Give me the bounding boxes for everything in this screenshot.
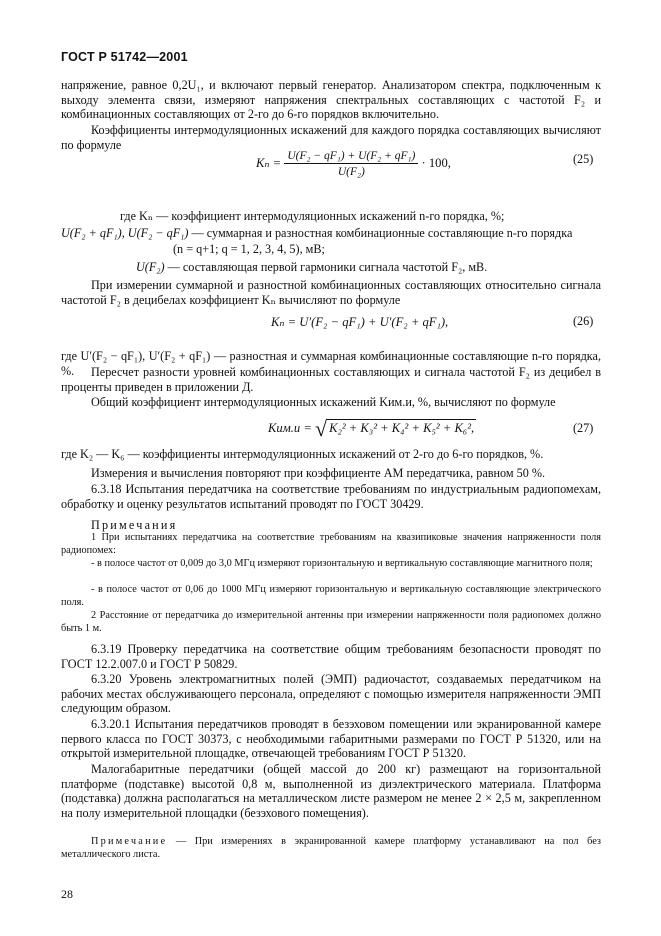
paragraph-formula25-intro: Коэффициенты интермодуляционных искажений для каждого порядка составляющих вычисляют по формуле <box>61 123 601 152</box>
paragraph-recalculation: Пересчет разности уровней комбинационных составляющих и сигнала частотой F₂ из децибел в проценты приведен в приложении Д. <box>61 365 601 394</box>
final-note-label: Примечание <box>91 836 168 847</box>
where-k-n: где Kₙ — коэффициент интермодуляционных искажений n-го порядка, %; <box>120 209 505 223</box>
final-note-text: — При измерениях в экранированной камере платформу устанавливают на пол без металлического листа. <box>61 836 601 860</box>
paragraph-formula26-intro: При измерении суммарной и разностной комбинационных составляющих относительно сигнала частотой F₂ в децибелах коэффициент Kₙ вычисляют по формуле <box>61 278 601 307</box>
note-1a: - в полосе частот от 0,009 до 3,0 МГц измеряют горизонтальную и вертикальную составляющие магнитного поля; <box>91 558 593 569</box>
symbol-u-f2: U(F₂) <box>136 260 165 274</box>
page-number: 28 <box>61 887 73 901</box>
sqrt-sign: √ <box>314 416 328 441</box>
paragraph-am-repeat: Измерения и вычисления повторяют при коэффициенте АМ передатчика, равном 50 %. <box>91 466 546 480</box>
formula-25-numerator: U(F₂ − qF₁) + U(F₂ + qF₁) <box>284 150 418 164</box>
where-u-first-harmonic <box>136 260 601 275</box>
notes-title: Примечания <box>91 518 178 532</box>
note-1b: - в полосе частот от 0,06 до 1000 МГц измеряют горизонтальную и вертикальную составляющие электрического поля. <box>61 584 601 608</box>
formula-25 <box>256 150 451 178</box>
formula-27-radicand: K₂² + K₃² + K₄² + K₅² + K₆², <box>329 420 475 435</box>
paragraph-6-3-18: 6.3.18 Испытания передатчика на соответствие требованиям по индустриальным радиопомехам, обработку и оценку результатов испытаний проводят по ГОСТ 30429. <box>61 482 601 511</box>
equation-number-27: (27) <box>573 421 594 435</box>
final-note <box>61 836 601 861</box>
where-n-q-range: (n = q+1; q = 1, 2, 3, 4, 5), мВ; <box>173 242 325 256</box>
formula-25-denominator: U(F₂) <box>337 166 365 178</box>
note-2: 2 Расстояние от передатчика до измерительной антенны при измерении напряженности поля радиопомех должно быть 1 м. <box>61 610 601 634</box>
paragraph-where-26: где U′(F₂ − qF₁), U′(F₂ + qF₁) — разностная и суммарная комбинационные составляющие n-го порядка, %. <box>61 349 601 378</box>
paragraph-small-transmitters: Малогабаритные передатчики (общей массой до 200 кг) размещают на горизонтальной платформе (подставке) высотой 0,8 м, выполненной из диэлектрического материала. Платформа (подставка) должна располагаться на металлическом листе размером не менее 2 × 2,5 м, закрепленном на полу измерительной площадки (безэхового помещения). <box>61 762 601 820</box>
formula-26: Kₙ = U′(F₂ − qF₁) + U′(F₂ + qF₁), <box>271 315 449 329</box>
document-header: ГОСТ Р 51742—2001 <box>61 50 188 64</box>
formula-25-lhs: Kₙ = <box>256 155 282 170</box>
equation-number-26: (26) <box>573 314 594 328</box>
where-u-combination <box>61 226 601 241</box>
paragraph-formula27-intro: Общий коэффициент интермодуляционных искажений Kим.и, %, вычисляют по формуле <box>91 395 556 409</box>
paragraph-6-3-20: 6.3.20 Уровень электромагнитных полей (ЭМП) радиочастот, создаваемых передатчиком на рабочих местах обслуживающего персонала, определяют с помощью измерителя напряженности ЭМП следующим образом. <box>61 672 601 716</box>
formula-27 <box>268 416 476 442</box>
symbol-u-combination: U(F₂ + qF₁), U(F₂ − qF₁) <box>61 226 189 240</box>
paragraph-6-3-20-1: 6.3.20.1 Испытания передатчиков проводят в безэховом помещении или экранированной камере первого класса по ГОСТ 30373, с необходимыми габаритными размерами по ГОСТ Р 51320, или на открытой измерительной площадке, отвечающей требованиям ГОСТ Р 51320. <box>61 717 601 761</box>
paragraph-where-27: где K₂ — K₆ — коэффициенты интермодуляционных искажений от 2-го до 6-го порядков, %. <box>61 447 544 461</box>
paragraph-6-3-19: 6.3.19 Проверку передатчика на соответствие общим требованиям безопасности проводят по ГОСТ 12.2.007.0 и ГОСТ Р 50829. <box>61 642 601 671</box>
where-u-first-harmonic-text: — составляющая первой гармоники сигнала частотой F₂, мВ. <box>164 260 488 274</box>
formula-25-fraction <box>284 150 418 178</box>
formula-27-lhs: Kим.и = <box>268 420 312 435</box>
equation-number-25: (25) <box>573 152 594 166</box>
paragraph-intro: напряжение, равное 0,2U₁, и включают первый генератор. Анализатором спектра, подключенным к выходу элемента связи, измеряют напряжения спектральных составляющих с частотой F₂ и комбинационных составляющих от 2-го до 6-го порядков включительно. <box>61 78 601 122</box>
where-u-combination-text: — суммарная и разностная комбинационные составляющие n-го порядка <box>188 226 573 240</box>
formula-25-tail: · 100, <box>421 155 451 170</box>
note-1: 1 При испытаниях передатчика на соответствие требованиям на квазипиковые значения напряженности поля радиопомех: <box>61 532 601 556</box>
